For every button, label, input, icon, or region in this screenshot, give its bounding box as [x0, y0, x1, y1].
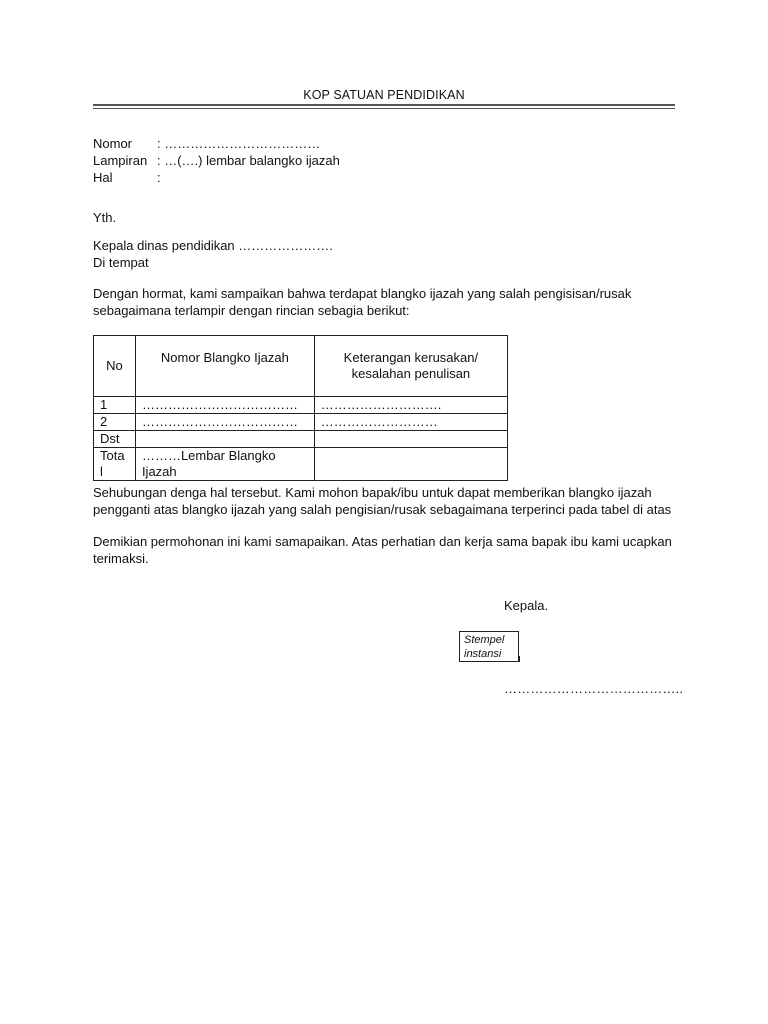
row-no: 1 — [94, 397, 136, 414]
table-total-row — [94, 448, 508, 481]
total-label-line-2: l — [100, 464, 103, 479]
meta-hal — [93, 169, 340, 186]
header-no: No — [94, 336, 136, 397]
row-nomor: ……………………………… — [135, 414, 314, 431]
row-nomor: ……………………………… — [135, 397, 314, 414]
opening-line-2: sebagaimana terlampir dengan rincian sebagia berikut: — [93, 303, 410, 318]
nomor-value: : ……………………………… — [157, 136, 321, 151]
header-keterangan — [314, 336, 507, 397]
meta-nomor — [93, 135, 340, 152]
salutation: Yth. — [93, 210, 117, 225]
total-nomor: ………Lembar Blangko Ijazah — [135, 448, 314, 481]
letter-meta — [93, 135, 340, 186]
meta-lampiran — [93, 152, 340, 169]
header-keterangan-line-1: Keterangan kerusakan/ — [343, 350, 479, 365]
row-nomor — [135, 431, 314, 448]
letterhead-rule-thin — [93, 108, 675, 109]
table-header-row — [94, 336, 508, 397]
recipient-line-2: Di tempat — [93, 255, 149, 270]
row-keterangan — [314, 431, 507, 448]
total-label-line-1: Tota — [100, 448, 125, 463]
opening-paragraph — [93, 285, 673, 319]
stamp-box — [459, 631, 519, 662]
table-row — [94, 414, 508, 431]
stamp-line-2: instansi — [464, 648, 502, 660]
hal-value: : — [157, 170, 161, 185]
total-keterangan — [314, 448, 507, 481]
signature-title: Kepala. — [504, 598, 549, 613]
nomor-label: Nomor — [93, 136, 133, 151]
recipient — [93, 237, 333, 271]
lampiran-value: : …(….) lembar balangko ijazah — [157, 153, 340, 168]
hal-label: Hal — [93, 170, 113, 185]
closing-line-1: Demikian permohonan ini kami samapaikan. Atas perhatian dan kerja sama bapak ibu kami ucapkan — [93, 534, 672, 549]
total-label — [94, 448, 136, 481]
recipient-line-1: Kepala dinas pendidikan …………………. — [93, 238, 333, 253]
lampiran-label: Lampiran — [93, 153, 148, 168]
row-no: 2 — [94, 414, 136, 431]
blangko-table — [93, 335, 508, 481]
row-no: Dst — [94, 431, 136, 448]
stamp-mark — [519, 656, 523, 662]
opening-line-1: Dengan hormat, kami sampaikan bahwa terdapat blangko ijazah yang salah pengisisan/rusak — [93, 286, 632, 301]
request-line-1: Sehubungan denga hal tersebut. Kami mohon bapak/ibu untuk dapat memberikan blangko ijazah — [93, 485, 652, 500]
request-paragraph — [93, 484, 693, 518]
signature-name-placeholder: ………………………………….. — [504, 681, 684, 696]
row-keterangan: ……………………… — [314, 414, 507, 431]
row-keterangan: ………………………. — [314, 397, 507, 414]
letterhead-title: KOP SATUAN PENDIDIKAN — [303, 88, 465, 102]
table-row — [94, 397, 508, 414]
table-row — [94, 431, 508, 448]
letterhead-rule — [93, 104, 675, 106]
header-nomor: Nomor Blangko Ijazah — [135, 336, 314, 397]
closing-line-2: terimaksi. — [93, 551, 149, 566]
header-keterangan-line-2: kesalahan penulisan — [351, 366, 471, 381]
request-line-2: pengganti atas blangko ijazah yang salah pengisian/rusak sebagaimana terperinci pada tabel di atas — [93, 502, 672, 517]
stamp-line-1: Stempel — [464, 634, 505, 646]
closing-paragraph — [93, 533, 693, 567]
